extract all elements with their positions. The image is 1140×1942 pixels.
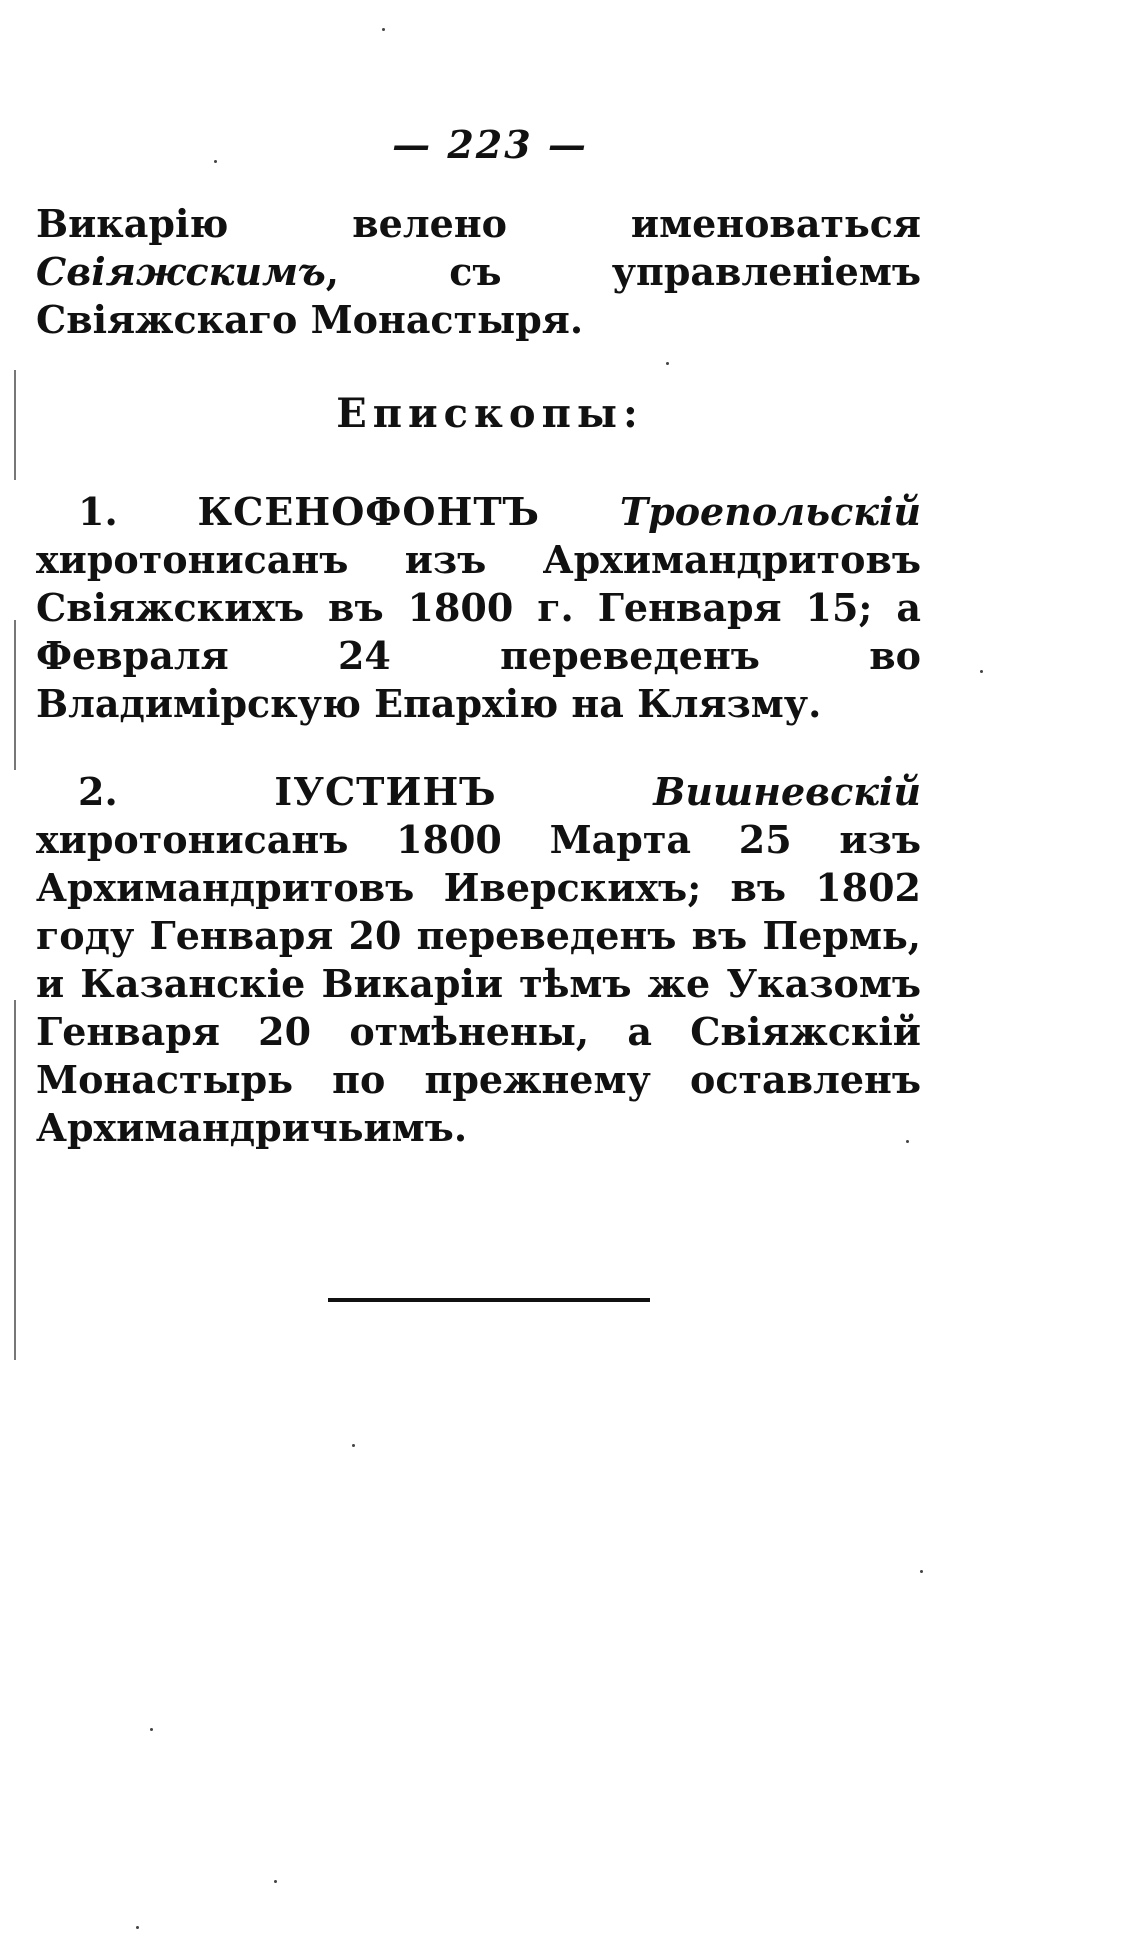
entry-number: 1. [78, 489, 118, 534]
scan-speck [136, 1926, 139, 1929]
scan-speck [352, 1444, 355, 1447]
entry-text: хиротонисанъ изъ Архимандритовъ Свіяжскихъ въ 1800 г. Генваря 15; а Февраля 24 переведенъ во Владимірскую Епархію на Клязму. [36, 537, 921, 726]
entry-name: КСЕНОФОНТЪ [197, 489, 540, 534]
scan-speck [382, 28, 385, 31]
scan-speck [274, 1880, 277, 1883]
scan-edge-line [14, 1000, 16, 1360]
scan-speck [906, 1140, 909, 1143]
scan-speck [214, 160, 217, 163]
scan-speck [150, 1728, 153, 1731]
scan-speck [980, 670, 983, 673]
scan-speck [920, 1570, 923, 1573]
entry-epithet: Троепольскій [619, 489, 922, 534]
bishop-entry-2 [36, 768, 921, 1152]
entry-number: 2. [78, 769, 118, 814]
section-heading: Епископы: [336, 390, 644, 437]
scan-speck [666, 362, 669, 365]
intro-rest-text: , съ управленіемъ Свіяжскаго Монастыря. [36, 249, 921, 342]
entry-name: ІУСТИНЪ [274, 769, 497, 814]
intro-italic-text: Свіяжскимъ [36, 249, 326, 294]
bishop-entry-1 [36, 488, 921, 728]
intro-text: Викарію велено именоваться [36, 201, 921, 246]
section-divider-rule [328, 1298, 650, 1302]
intro-paragraph [36, 200, 921, 344]
scan-edge-line [14, 620, 16, 770]
page-number: — 223 — [392, 122, 588, 167]
entry-epithet: Вишневскій [653, 769, 921, 814]
entry-text: хиротонисанъ 1800 Марта 25 изъ Архимандритовъ Иверскихъ; въ 1802 году Генваря 20 переведенъ въ Пермь, и Казанскіе Викаріи тѣмъ же Указомъ Генваря 20 отмѣнены, а Свіяжскій Монастырь по прежнему оставленъ Архимандричьимъ. [36, 817, 921, 1150]
